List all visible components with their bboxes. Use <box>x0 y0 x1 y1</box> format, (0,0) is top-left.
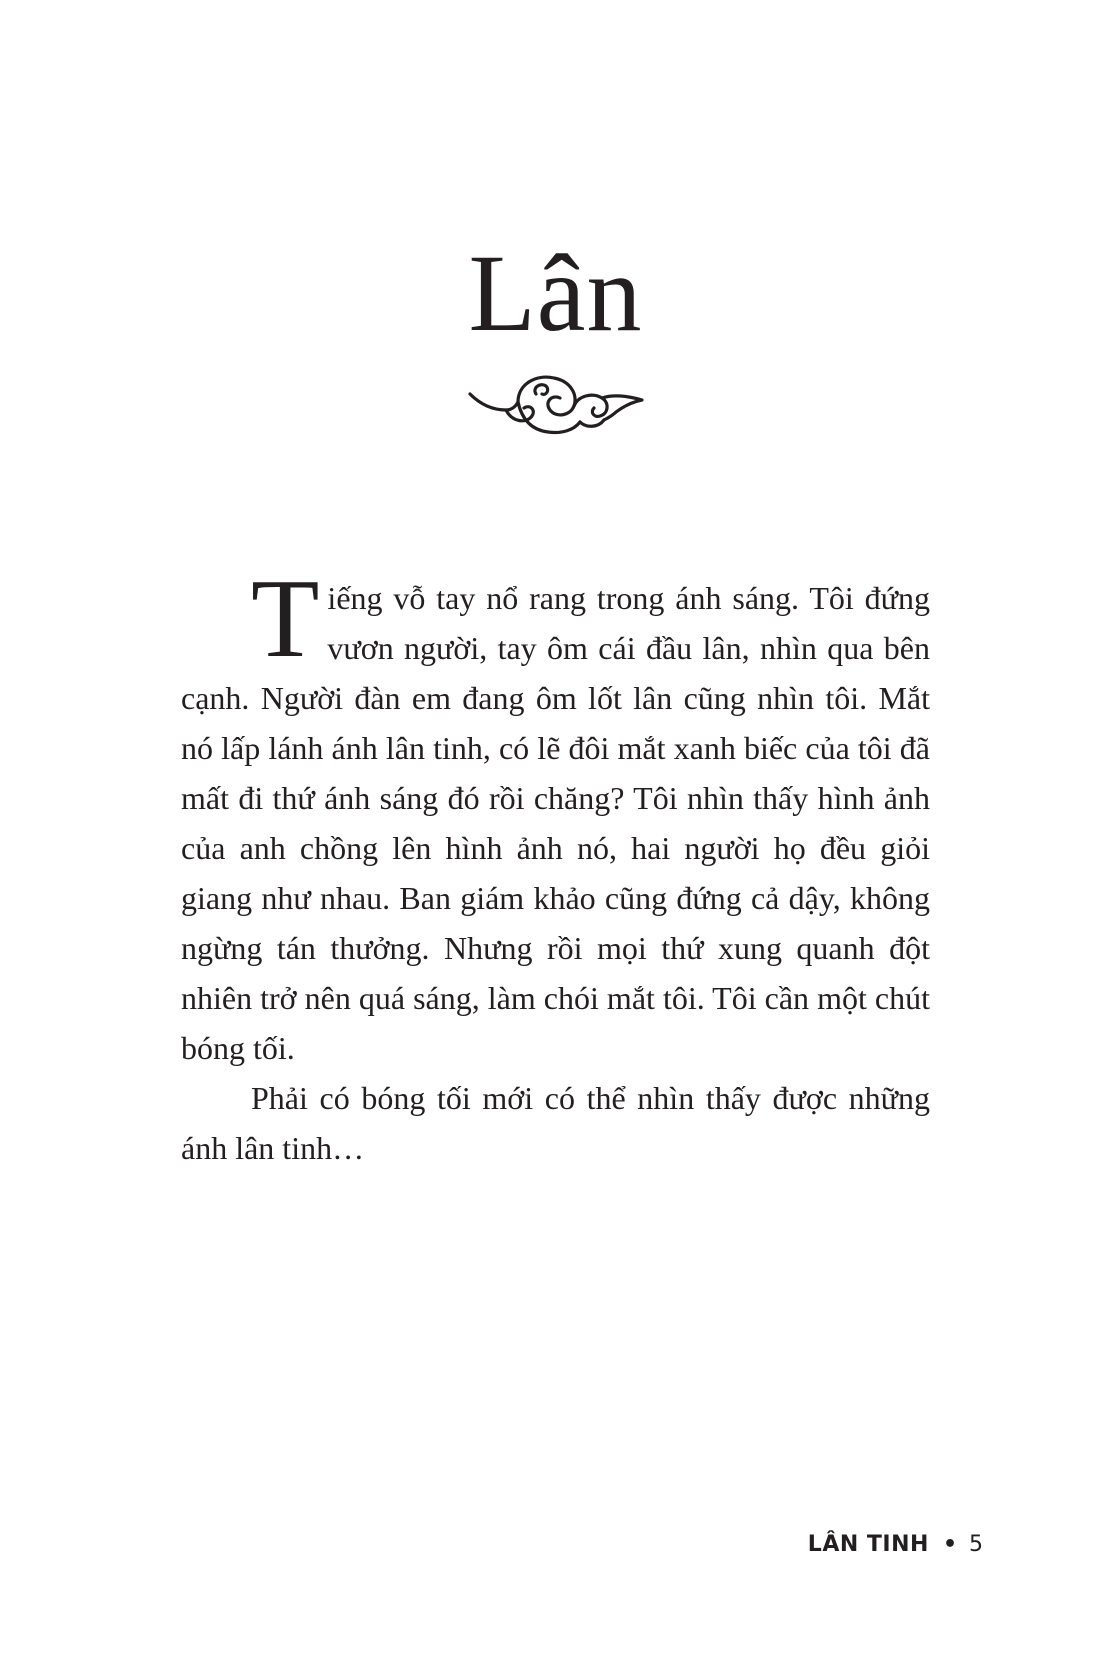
paragraph-2: Phải có bóng tối mới có thể nhìn thấy được những ánh lân tinh… <box>181 1080 930 1166</box>
running-title: LÂN TINH <box>807 1532 929 1557</box>
page-footer <box>808 1530 983 1560</box>
cloud-ornament-icon <box>466 370 646 442</box>
chapter-title: Lân <box>468 232 643 354</box>
paragraph-1-text: iếng vỗ tay nổ rang trong ánh sáng. Tôi đứng vươn người, tay ôm cái đầu lân, nhìn qua bên cạnh. Người đàn em đang ôm lốt lân cũng nhìn tôi. Mắt nó lấp lánh ánh lân tinh, có lẽ đôi mắt xanh biếc của tôi đã mất đi thứ ánh sáng đó rồi chăng? Tôi nhìn thấy hình ảnh của anh chồng lên hình ảnh nó, hai người họ đều giỏi giang như nhau. Ban giám khảo cũng đứng cả dậy, không ngừng tán thưởng. Nhưng rồi mọi thứ xung quanh đột nhiên trở nên quá sáng, làm chói mắt tôi. Tôi cần một chút bóng tối. <box>181 580 930 1066</box>
drop-cap: T <box>251 557 320 681</box>
footer-separator: • <box>942 1532 957 1557</box>
chapter-body <box>181 557 930 1173</box>
paragraph-1 <box>181 557 930 1073</box>
page-number: 5 <box>969 1532 983 1557</box>
